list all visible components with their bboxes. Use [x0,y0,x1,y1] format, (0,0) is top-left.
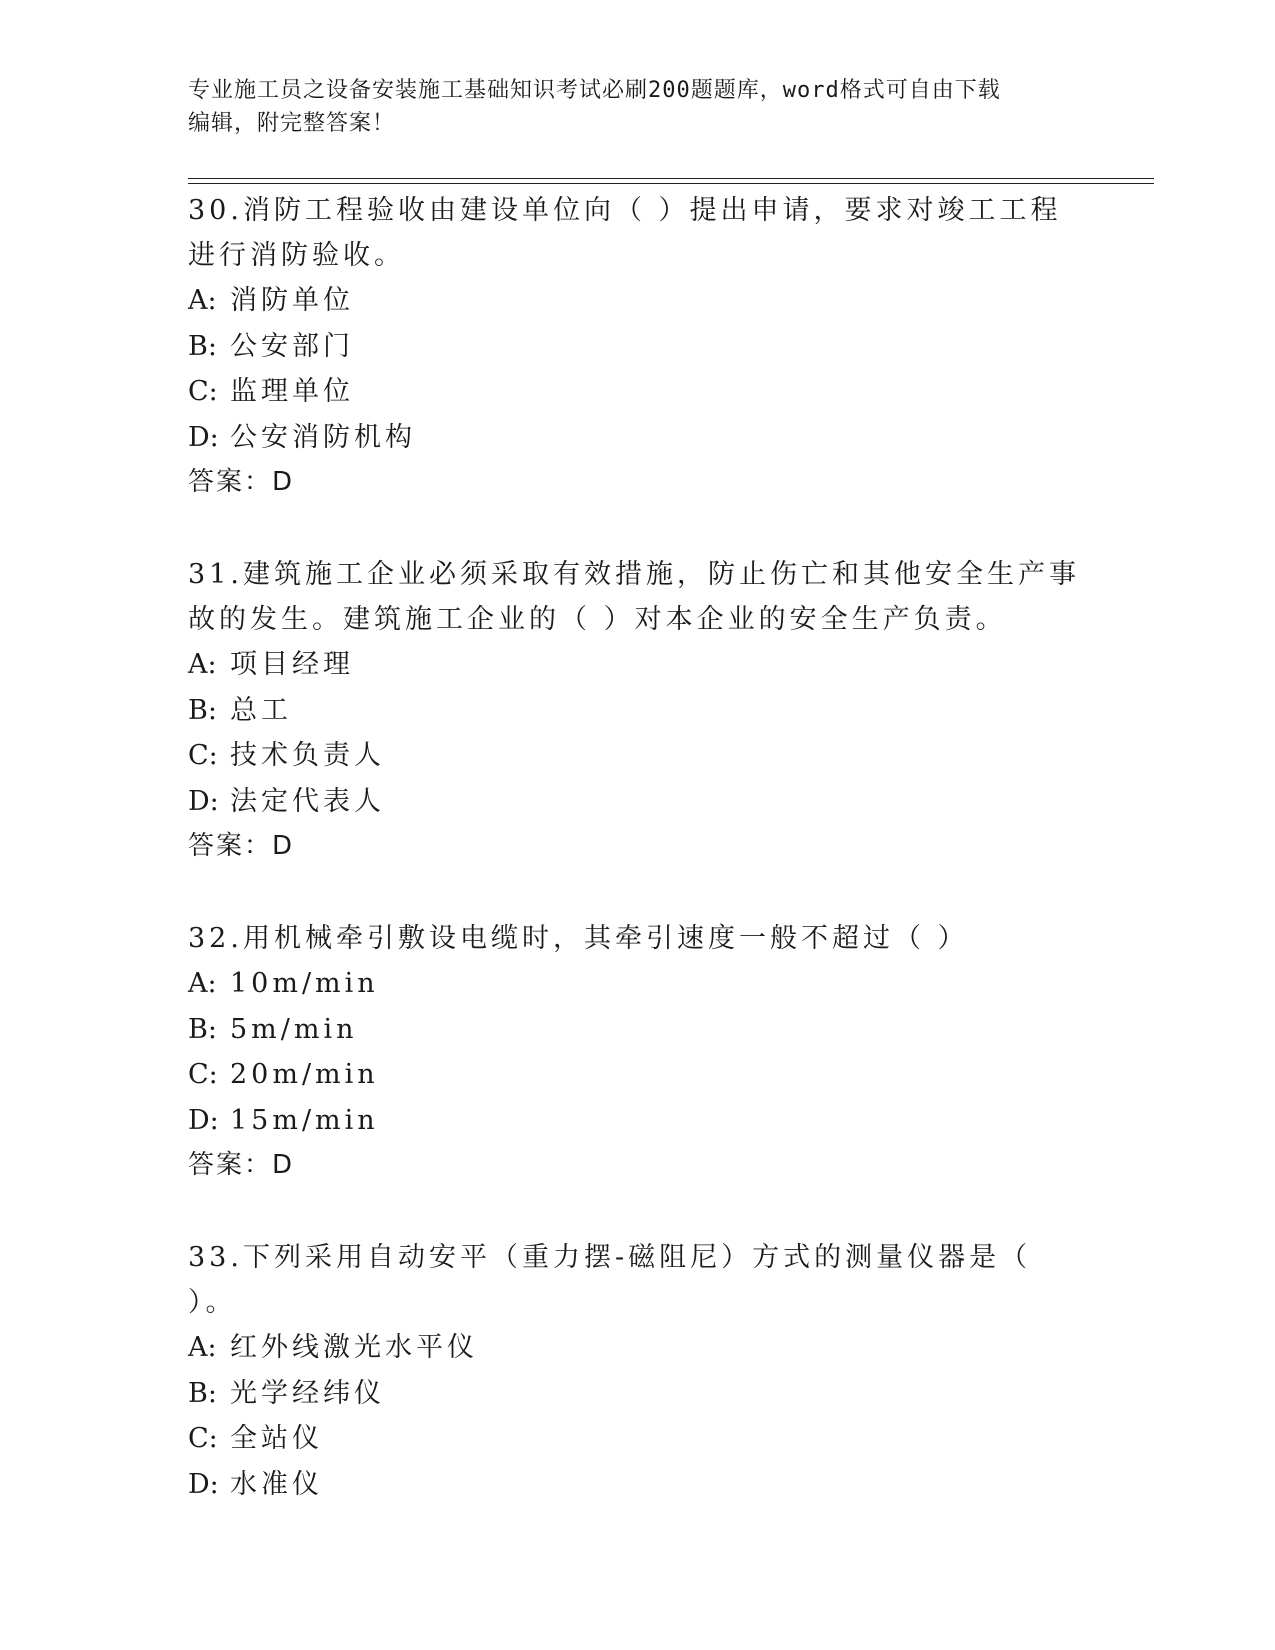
answer-text: 答案：D [188,467,295,497]
question-33 [188,1235,1088,1507]
option-key: A: [188,968,217,999]
option-key: C: [188,740,218,771]
option-key: D: [188,421,219,453]
option-c [188,733,1088,779]
option-key: D: [188,1104,219,1136]
header-line-1: 专业施工员之设备安装施工基础知识考试必刷200题题库，word格式可自由下载 [188,78,1001,103]
question-number: 33. [188,1242,243,1273]
option-text: 水准仪 [230,1468,323,1500]
option-text: 红外线激光水平仪 [230,1332,478,1363]
option-text: 消防单位 [230,285,354,316]
question-number: 30. [188,195,243,226]
question-stem: 建筑施工企业必须采取有效措施，防止伤亡和其他安全生产事故的发生。建筑施工企业的（ ）对本企业的安全生产负责。 [188,559,1080,635]
option-key: C: [188,1059,218,1090]
option-text: 总工 [230,694,292,726]
header-divider-bottom [188,183,1154,184]
question-32 [188,916,1088,1188]
option-d [188,779,1088,825]
header-line-2: 编辑，附完整答案！ [188,111,396,136]
option-a [188,1325,1088,1371]
option-text: 公安消防机构 [230,421,416,453]
option-key: B: [188,330,217,362]
document-header [188,74,1088,140]
option-key: A: [188,1332,217,1363]
option-text: 法定代表人 [230,785,385,817]
question-stem: 用机械牵引敷设电缆时，其牵引速度一般不超过（ ） [242,923,969,954]
option-text: 光学经纬仪 [230,1377,385,1409]
answer-text: 答案：D [188,1150,295,1180]
option-key: A: [188,285,217,316]
question-number: 31. [188,559,243,590]
answer-text: 答案：D [188,831,295,861]
option-text: 10m/min [230,968,379,999]
option-d [188,415,1088,461]
option-key: C: [188,1423,218,1454]
option-key: A: [188,649,217,680]
option-b [188,324,1088,370]
option-b [188,1371,1088,1417]
question-stem: 消防工程验收由建设单位向（ ）提出申请，要求对竣工工程进行消防验收。 [188,195,1062,271]
question-text [188,188,1088,278]
option-text: 公安部门 [230,330,354,362]
option-key: B: [188,694,217,726]
option-b [188,1007,1088,1053]
option-d [188,1462,1088,1508]
header-divider-top [188,178,1154,179]
question-text [188,552,1088,642]
question-number: 32. [188,923,243,954]
option-b [188,688,1088,734]
question-stem: 下列采用自动安平（重力摆-磁阻尼）方式的测量仪器是（ ）。 [188,1242,1032,1318]
option-text: 全站仪 [230,1423,323,1454]
question-text [188,916,1088,961]
option-key: B: [188,1377,217,1409]
option-c [188,1416,1088,1462]
question-31 [188,552,1088,869]
option-key: D: [188,785,219,817]
option-a [188,642,1088,688]
option-key: C: [188,376,218,407]
option-c [188,369,1088,415]
option-d [188,1098,1088,1144]
option-text: 监理单位 [230,376,354,407]
option-key: D: [188,1468,219,1500]
option-text: 15m/min [230,1104,379,1136]
option-text: 项目经理 [230,649,354,680]
question-text [188,1235,1088,1325]
option-text: 20m/min [230,1059,379,1090]
option-key: B: [188,1013,217,1045]
option-text: 技术负责人 [230,740,385,771]
option-text: 5m/min [230,1013,358,1045]
option-c [188,1052,1088,1098]
question-30 [188,188,1088,505]
option-a [188,278,1088,324]
option-a [188,961,1088,1007]
